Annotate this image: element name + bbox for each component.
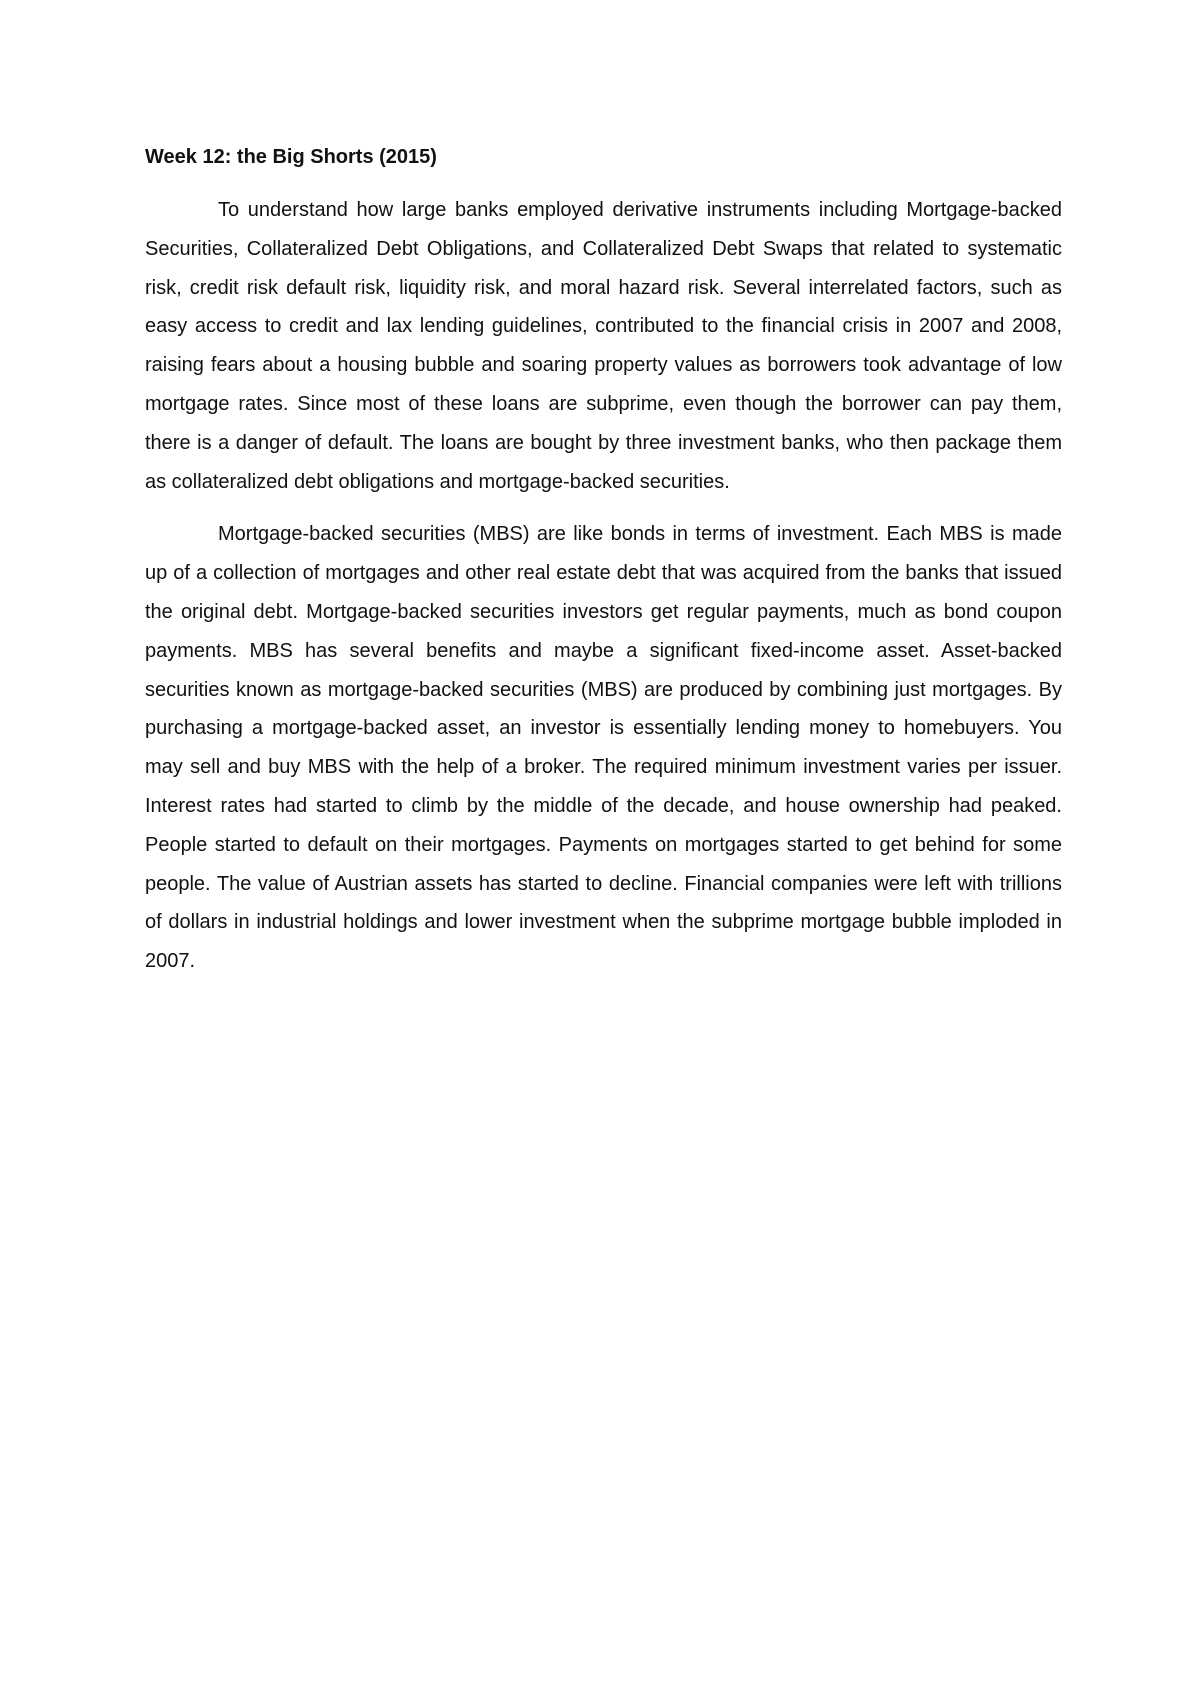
document-title: Week 12: the Big Shorts (2015) xyxy=(145,146,437,168)
paragraph-1: To understand how large banks employed derivative instruments including Mortgage-backed Securities, Collateralized Debt Obligations, and Collateralized Debt Swaps that related to systematic risk, credit risk default risk, liquidity risk, and moral hazard risk. Several interrelated factors, such as easy access to credit and lax lending guidelines, contributed to the financial crisis in 2007 and 2008, raising fears about a housing bubble and soaring property values as borrowers took advantage of low mortgage rates. Since most of these loans are subprime, even though the borrower can pay them, there is a danger of default. The loans are bought by three investment banks, who then package them as collateralized debt obligations and mortgage-backed securities. xyxy=(145,199,1062,493)
paragraph-2: Mortgage-backed securities (MBS) are like bonds in terms of investment. Each MBS is made up of a collection of mortgages and other real estate debt that was acquired from the banks that issued the original debt. Mortgage-backed securities investors get regular payments, much as bond coupon payments. MBS has several benefits and maybe a significant fixed-income asset. Asset-backed securities known as mortgage-backed securities (MBS) are produced by combining just mortgages. By purchasing a mortgage-backed asset, an investor is essentially lending money to homebuyers. You may sell and buy MBS with the help of a broker. The required minimum investment varies per issuer. Interest rates had started to climb by the middle of the decade, and house ownership had peaked. People started to default on their mortgages. Payments on mortgages started to get behind for some people. The value of Austrian assets has started to decline. Financial companies were left with trillions of dollars in industrial holdings and lower investment when the subprime mortgage bubble imploded in 2007. xyxy=(145,523,1062,973)
document-body xyxy=(145,145,1062,995)
